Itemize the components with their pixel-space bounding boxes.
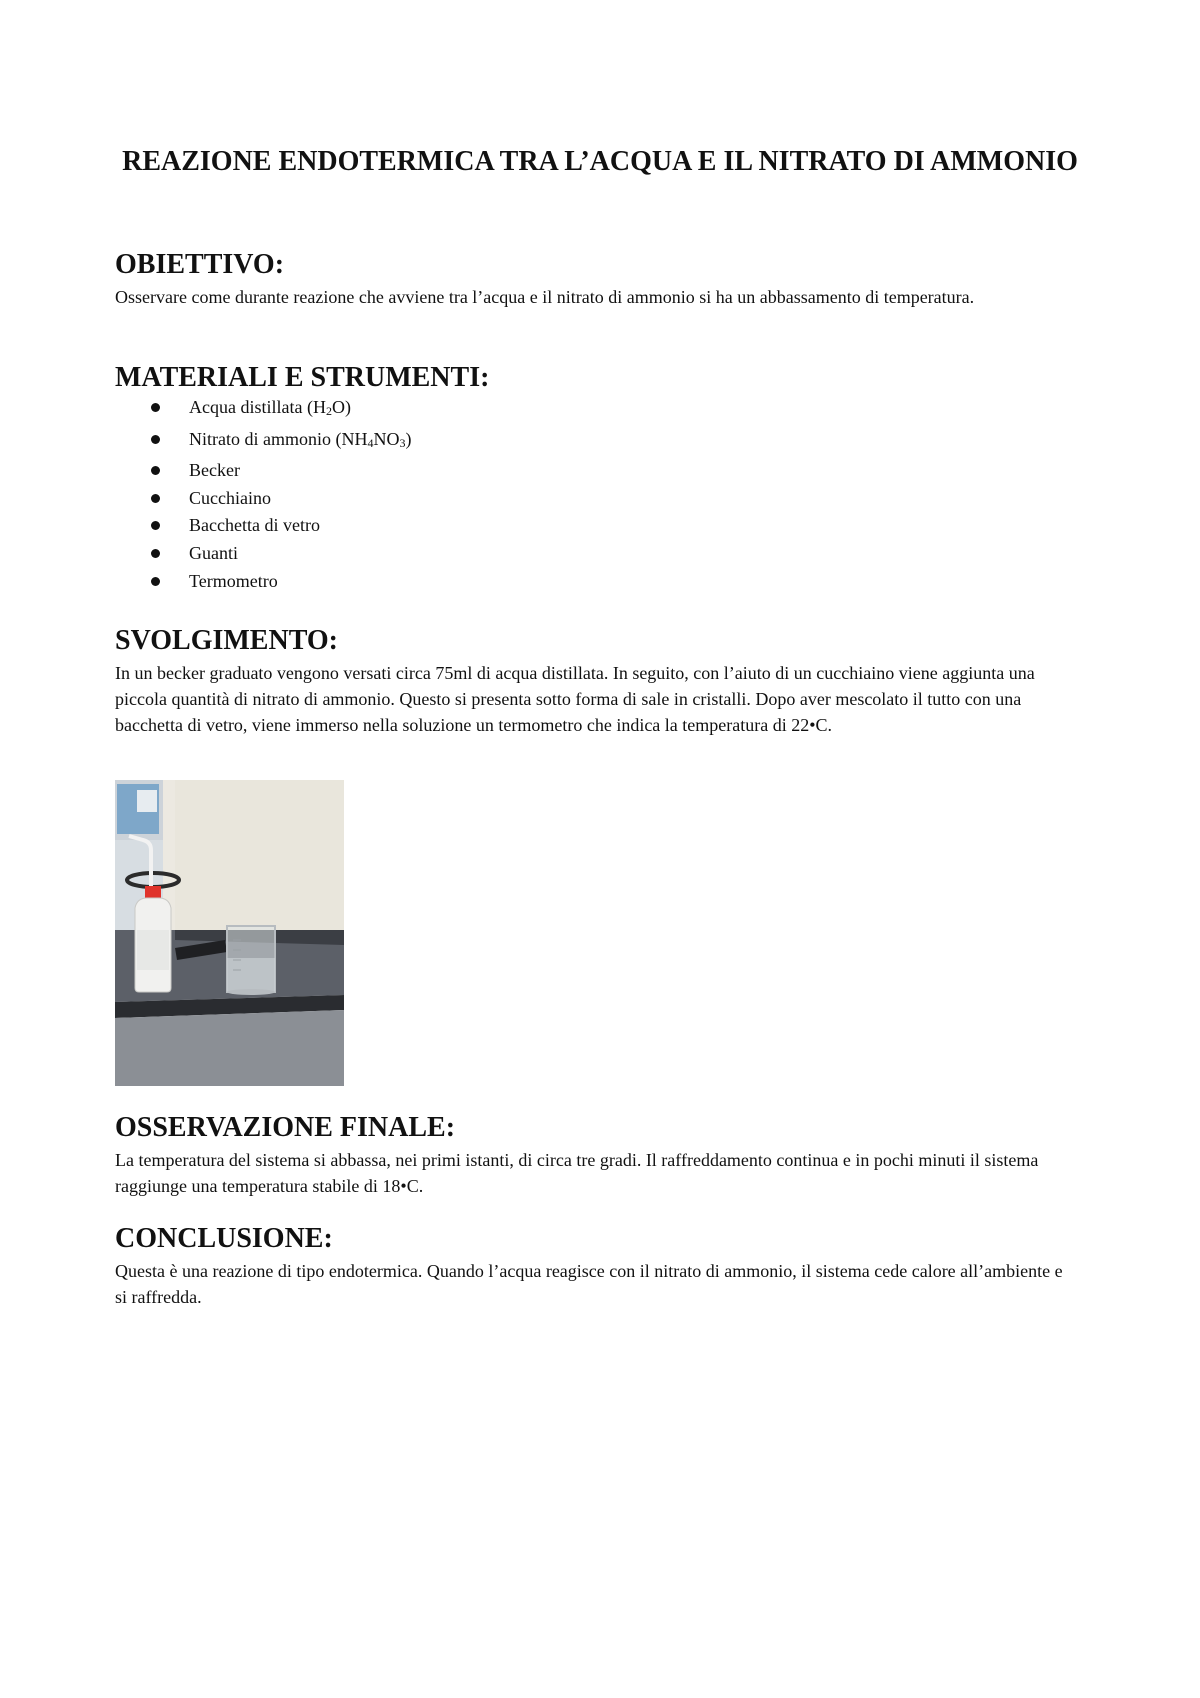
item-text: ) (405, 428, 412, 449)
heading-obiettivo: OBIETTIVO: (115, 249, 285, 280)
bullet-icon (151, 403, 160, 412)
list-item (115, 426, 411, 458)
list-item (115, 540, 411, 568)
heading-materiali: MATERIALI E STRUMENTI: (115, 362, 490, 393)
heading-svolgimento: SVOLGIMENTO: (115, 625, 338, 656)
item-text: Nitrato di ammonio (NH (189, 428, 368, 449)
page-title: REAZIONE ENDOTERMICA TRA L’ACQUA E IL NITRATO DI AMMONIO (122, 146, 1078, 177)
list-item (115, 394, 411, 426)
lab-photo (115, 780, 344, 1086)
bullet-icon (151, 466, 160, 475)
item-text: Acqua distillata (H (189, 397, 326, 417)
osservazione-text: La temperatura del sistema si abbassa, nei primi istanti, di circa tre gradi. Il raffreddamento continua e in pochi minuti il sistema raggiunge una temperatura stabile di 18•C. (115, 1150, 1039, 1196)
heading-osservazione: OSSERVAZIONE FINALE: (115, 1112, 456, 1143)
item-subscript: 4 (367, 435, 374, 450)
bullet-icon (151, 549, 160, 558)
item-text: O) (331, 397, 351, 417)
bullet-icon (151, 435, 160, 444)
bullet-icon (151, 577, 160, 586)
obiettivo-text: Osservare come durante reazione che avviene tra l’acqua e il nitrato di ammonio si ha un abbassamento di temperatura. (115, 287, 975, 307)
lab-photo-illustration (115, 780, 344, 1086)
item-subscript: 2 (325, 404, 332, 418)
bullet-icon (151, 494, 160, 503)
item-text: Cucchiaino (189, 487, 271, 508)
heading-conclusione: CONCLUSIONE: (115, 1223, 333, 1254)
item-text: Becker (189, 460, 240, 481)
item-text: Guanti (189, 542, 238, 563)
item-text: NO (373, 428, 400, 449)
list-item (115, 457, 411, 485)
list-item (115, 568, 411, 596)
item-text: Bacchetta di vetro (189, 515, 320, 536)
item-text: Termometro (189, 570, 278, 591)
bullet-icon (151, 521, 160, 530)
list-item (115, 485, 411, 513)
conclusione-text: Questa è una reazione di tipo endotermica. Quando l’acqua reagisce con il nitrato di ammonio, il sistema cede calore all’ambiente e si raffredda. (115, 1261, 1063, 1307)
item-subscript: 3 (399, 435, 406, 450)
list-item (115, 512, 411, 540)
svolgimento-text: In un becker graduato vengono versati circa 75ml di acqua distillata. In seguito, con l’aiuto di un cucchiaino viene aggiunta una piccola quantità di nitrato di ammonio. Questo si presenta sotto forma di sale in cristalli. Dopo aver mescolato il tutto con una bacchetta di vetro, viene immerso nella soluzione un termometro che indica la temperatura di 22•C. (115, 663, 1035, 735)
materials-list (115, 394, 411, 595)
